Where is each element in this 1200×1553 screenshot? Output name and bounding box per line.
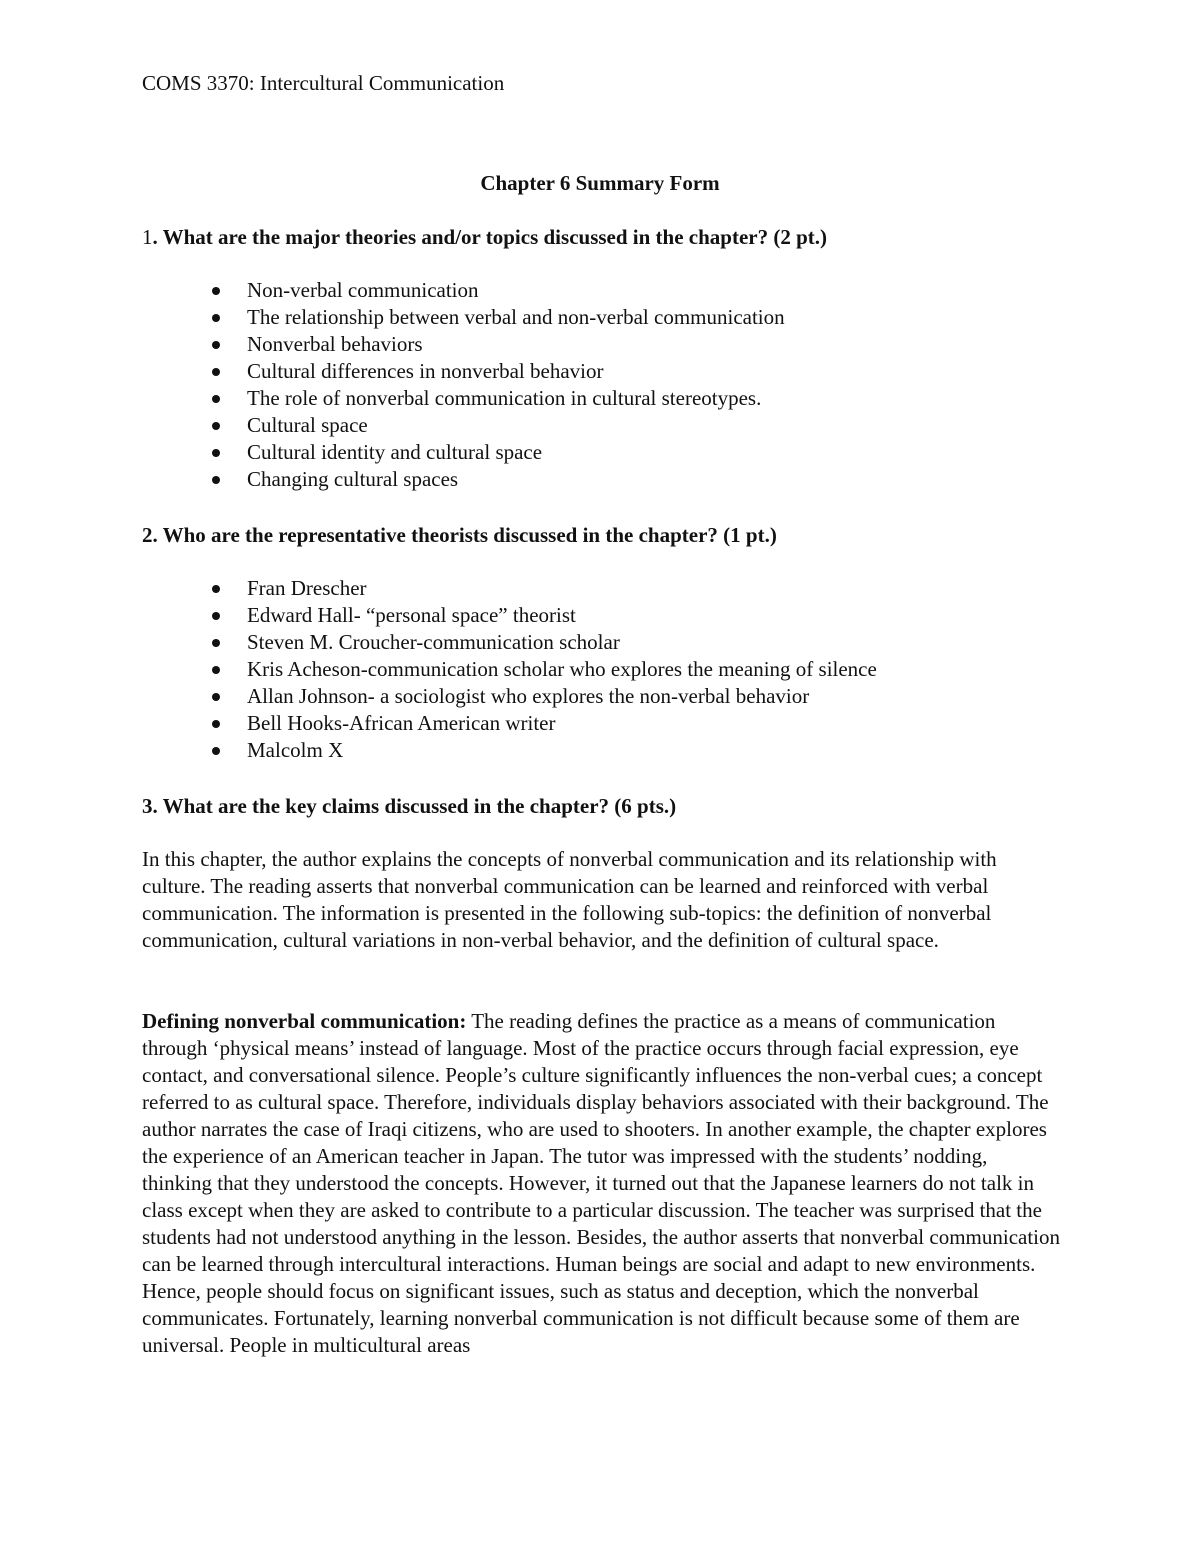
- list-item: [0, 466, 785, 493]
- list-item: [0, 439, 785, 466]
- bullet-icon: [212, 395, 220, 403]
- list-item: [0, 358, 785, 385]
- list-item: [0, 331, 785, 358]
- bullet-icon: [212, 341, 220, 349]
- list-item-text: The role of nonverbal communication in cultural stereotypes.: [247, 386, 762, 410]
- bullet-icon: [212, 612, 220, 620]
- list-item-text: Changing cultural spaces: [247, 467, 459, 491]
- bullet-icon: [212, 693, 220, 701]
- list-item-text: Cultural space: [247, 413, 368, 437]
- section-body: The reading defines the practice as a means of communication through ‘physical means’ instead of language. Most of the practice occurs through facial expression, eye contact, and conversational silence. People’s culture significantly influences the non-verbal cues; a concept referred to as cultural space. Therefore, individuals display behaviors associated with their background. The author narrates the case of Iraqi citizens, who are used to shooters. In another example, the chapter explores the experience of an American teacher in Japan. The tutor was impressed with the students’ nodding, thinking that they understood the concepts. However, it turned out that the Japanese learners do not talk in class except when they are asked to contribute to a particular discussion. The teacher was surprised that the students had not understood anything in the lesson. Besides, the author asserts that nonverbal communication can be learned through intercultural interactions. Human beings are social and adapt to new environments. Hence, people should focus on significant issues, such as status and deception, which the nonverbal communicates. Fortunately, learning nonverbal communication is not difficult because some of them are universal. People in multicultural areas: [142, 1009, 1061, 1357]
- bullet-icon: [212, 585, 220, 593]
- list-item-text: Non-verbal communication: [247, 278, 479, 302]
- topics-list: [0, 277, 785, 493]
- list-item: [0, 575, 877, 602]
- course-header: COMS 3370: Intercultural Communication: [142, 71, 505, 95]
- list-item-text: Cultural differences in nonverbal behavior: [247, 359, 604, 383]
- list-item: [0, 385, 785, 412]
- bullet-icon: [212, 720, 220, 728]
- list-item: [0, 304, 785, 331]
- bullet-icon: [212, 666, 220, 674]
- list-item-text: The relationship between verbal and non-verbal communication: [247, 305, 785, 329]
- page-title: Chapter 6 Summary Form: [480, 171, 720, 195]
- list-item-text: Steven M. Croucher-communication scholar: [247, 630, 620, 654]
- list-item-text: Allan Johnson- a sociologist who explores the non-verbal behavior: [247, 684, 810, 708]
- list-item-text: Malcolm X: [247, 738, 344, 762]
- section-heading: Defining nonverbal communication:: [142, 1009, 467, 1033]
- list-item: [0, 412, 785, 439]
- bullet-icon: [212, 368, 220, 376]
- question-1-text: . What are the major theories and/or topics discussed in the chapter? (2 pt.): [152, 225, 828, 249]
- list-item: [0, 737, 877, 764]
- list-item: [0, 683, 877, 710]
- list-item-text: Kris Acheson-communication scholar who explores the meaning of silence: [247, 657, 877, 681]
- list-item-text: Bell Hooks-African American writer: [247, 711, 556, 735]
- bullet-icon: [212, 449, 220, 457]
- question-2: 2. Who are the representative theorists discussed in the chapter? (1 pt.): [142, 523, 777, 547]
- bullet-icon: [212, 287, 220, 295]
- bullet-icon: [212, 639, 220, 647]
- list-item-text: Fran Drescher: [247, 576, 367, 600]
- bullet-icon: [212, 314, 220, 322]
- bullet-icon: [212, 476, 220, 484]
- list-item-text: Nonverbal behaviors: [247, 332, 423, 356]
- list-item: [0, 602, 877, 629]
- question-3: 3. What are the key claims discussed in the chapter? (6 pts.): [142, 794, 677, 818]
- theorists-list: [0, 575, 877, 764]
- intro-paragraph: In this chapter, the author explains the concepts of nonverbal communication and its relationship with culture. The reading asserts that nonverbal communication can be learned and reinforced with verbal communication. The information is presented in the following sub-topics: the definition of nonverbal communication, cultural variations in non-verbal behavior, and the definition of cultural space.: [142, 847, 997, 952]
- list-item-text: Cultural identity and cultural space: [247, 440, 543, 464]
- question-1-number: 1: [142, 225, 153, 249]
- bullet-icon: [212, 747, 220, 755]
- section-paragraph: [142, 1008, 1060, 1359]
- list-item: [0, 277, 785, 304]
- list-item: [0, 710, 877, 737]
- list-item: [0, 656, 877, 683]
- bullet-icon: [212, 422, 220, 430]
- question-1: [142, 224, 827, 251]
- list-item-text: Edward Hall- “personal space” theorist: [247, 603, 576, 627]
- list-item: [0, 629, 877, 656]
